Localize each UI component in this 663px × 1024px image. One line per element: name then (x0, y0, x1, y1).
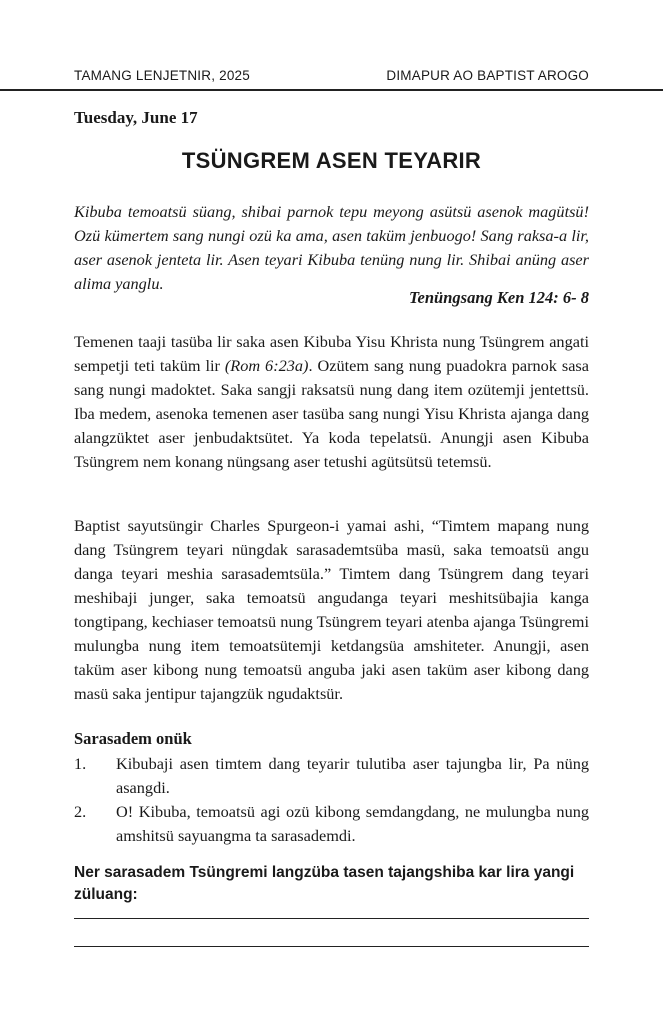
page-title: TSÜNGREM ASEN TEYARIR (181, 148, 482, 173)
writing-line-2 (74, 946, 589, 947)
prayer-heading: Sarasadem onük (74, 729, 192, 748)
header-right: DIMAPUR AO BAPTIST AROGO (386, 68, 589, 83)
prayer-item-text: Kibubaji asen timtem dang teyarir tulutiba aser tajungba lir, Pa nüng asangdi. (116, 754, 589, 797)
date-heading: Tuesday, June 17 (74, 108, 198, 127)
paragraph-1-text-b: . Ozütem sang nung puadokra parnok sasa sang nungi madoktet. Saka sangji raksatsü nung dang item ozütemji jentettsü. Iba medem, asenoka temenen aser tasüba sang nungi Yisu Khrista ajanga dang alangzüktet aser jenbudaktsütet. Ya koda tepelatsü. Anungji asen Kibuba Tsüngrem nem konang nüngsang aser tetushi agütsütsü tetemsü. (74, 356, 589, 471)
prayer-item-number: 1. (74, 754, 87, 773)
paragraph-1-citation: (Rom 6:23a) (224, 356, 309, 375)
reflection-prompt: Ner sarasadem Tsüngremi langzüba tasen tajangshiba kar lira yangi züluang: (74, 864, 575, 903)
page-header (74, 68, 589, 83)
paragraph-1-text-a: Temenen taaji tasüba lir saka asen Kibuba Yisu Khrista nung Tsüngrem angati sempetji teti taküm lir (74, 332, 589, 375)
header-left: TAMANG LENJETNIR, 2025 (74, 68, 250, 83)
header-rule (0, 89, 663, 91)
writing-line-1 (74, 918, 589, 919)
prayer-item-text: O! Kibuba, temoatsü agi ozü kibong semdangdang, ne mulungba nung amshitsü sayuangma ta sarasademdi. (116, 802, 589, 845)
prayer-item-number: 2. (74, 802, 87, 821)
prayer-item (74, 800, 589, 848)
scripture-verse: Kibuba temoatsü süang, shibai parnok tepu meyong asütsü asenok magütsü! Ozü kümertem sang nungi ozü ka ama, asen taküm jenbuogo! Sang raksa-a lir, aser asenok jenteta lir. Asen teyari Kibuba tenüng nung lir. Shibai anüng aser alima yanglu. (74, 202, 589, 293)
prayer-list (74, 752, 589, 848)
paragraph-1 (74, 330, 589, 474)
paragraph-2: Baptist sayutsüngir Charles Spurgeon-i yamai ashi, “Timtem mapang nung dang Tsüngrem teyari nüngdak sarasademtsüba masü, saka temoatsü angu danga teyari meshia sarasademtsüla.” Timtem dang Tsüngrem dang teyari meshibaji junger, saka temoatsü angudanga teyari meshitsübajia kanga tongtipang, kechiaser temoatsü nung Tsüngrem teyari atenba ajanga Tsüngremi mulungba nung item temoatsütemji ketdangsüa amshiteter. Anungji, asen taküm aser kibong nung temoatsü anguba jaki asen taküm aser kibong dang masü saka jentipur tajangzük ngudaktsür. (74, 516, 589, 703)
prayer-item (74, 752, 589, 800)
scripture-reference: Tenüngsang Ken 124: 6- 8 (408, 288, 589, 307)
